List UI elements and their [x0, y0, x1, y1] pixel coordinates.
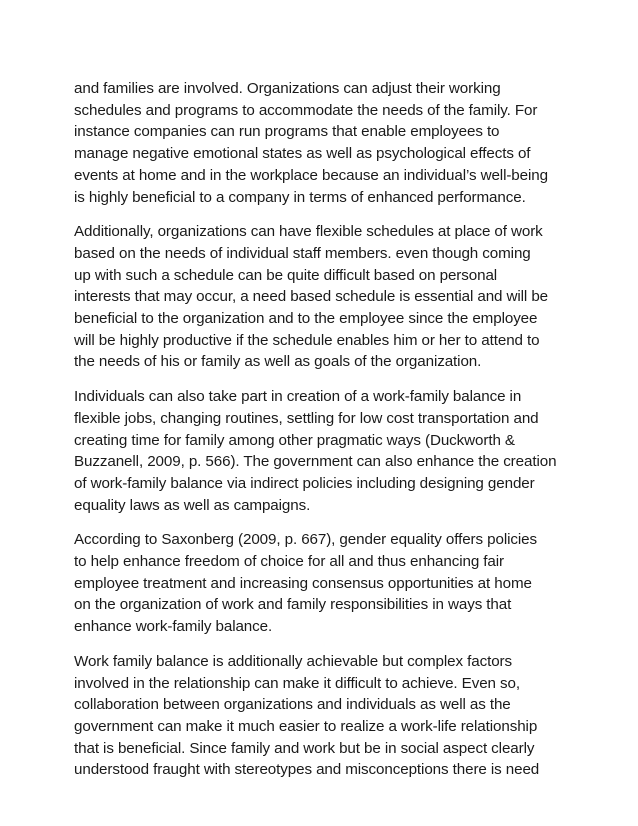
text-line: understood fraught with stereotypes and misconceptions there is need [74, 761, 540, 779]
paragraph-3 [74, 386, 566, 516]
text-line: schedules and programs to accommodate the needs of the family. For [74, 101, 538, 119]
text-line: collaboration between organizations and individuals as well as the [74, 696, 511, 714]
text-line: up with such a schedule can be quite difficult based on personal [74, 266, 498, 284]
text-line: employee treatment and increasing consensus opportunities at home [74, 574, 532, 592]
document-page [74, 78, 566, 794]
text-line: will be highly productive if the schedule enables him or her to attend to [74, 331, 540, 349]
paragraph-2 [74, 221, 566, 373]
text-line: Additionally, organizations can have flexible schedules at place of work [74, 223, 543, 241]
text-line: of work-family balance via indirect policies including designing gender [74, 474, 535, 492]
text-line: and families are involved. Organizations can adjust their working [74, 80, 501, 97]
text-line: Work family balance is additionally achievable but complex factors [74, 652, 512, 670]
paragraph-4 [74, 529, 566, 638]
text-line: government can make it much easier to realize a work-life relationship [74, 717, 538, 735]
text-line: instance companies can run programs that enable employees to [74, 123, 500, 141]
text-line: events at home and in the workplace because an individual’s well-being [74, 166, 548, 184]
text-line: involved in the relationship can make it difficult to achieve. Even so, [74, 674, 520, 692]
text-line: on the organization of work and family responsibilities in ways that [74, 596, 512, 614]
text-line: flexible jobs, changing routines, settling for low cost transportation and [74, 409, 539, 427]
text-line: the needs of his or family as well as goals of the organization. [74, 353, 482, 371]
text-line: interests that may occur, a need based schedule is essential and will be [74, 288, 549, 306]
text-line: Individuals can also take part in creation of a work-family balance in [74, 388, 522, 406]
paragraph-1 [74, 78, 566, 208]
text-line: based on the needs of individual staff members. even though coming [74, 244, 531, 262]
text-line: equality laws as well as campaigns. [74, 496, 311, 514]
text-line: Buzzanell, 2009, p. 566). The government can also enhance the creation [74, 453, 557, 471]
text-line: creating time for family among other pragmatic ways (Duckworth & [74, 431, 515, 449]
text-line: to help enhance freedom of choice for all and thus enhancing fair [74, 553, 505, 571]
text-line: beneficial to the organization and to the employee since the employee [74, 310, 538, 328]
text-line: manage negative emotional states as well as psychological effects of [74, 145, 531, 163]
text-line: enhance work-family balance. [74, 618, 273, 636]
text-line: that is beneficial. Since family and work but be in social aspect clearly [74, 739, 535, 757]
text-line: According to Saxonberg (2009, p. 667), gender equality offers policies [74, 531, 537, 549]
text-line: is highly beneficial to a company in terms of enhanced performance. [74, 188, 526, 206]
paragraph-5 [74, 651, 566, 781]
